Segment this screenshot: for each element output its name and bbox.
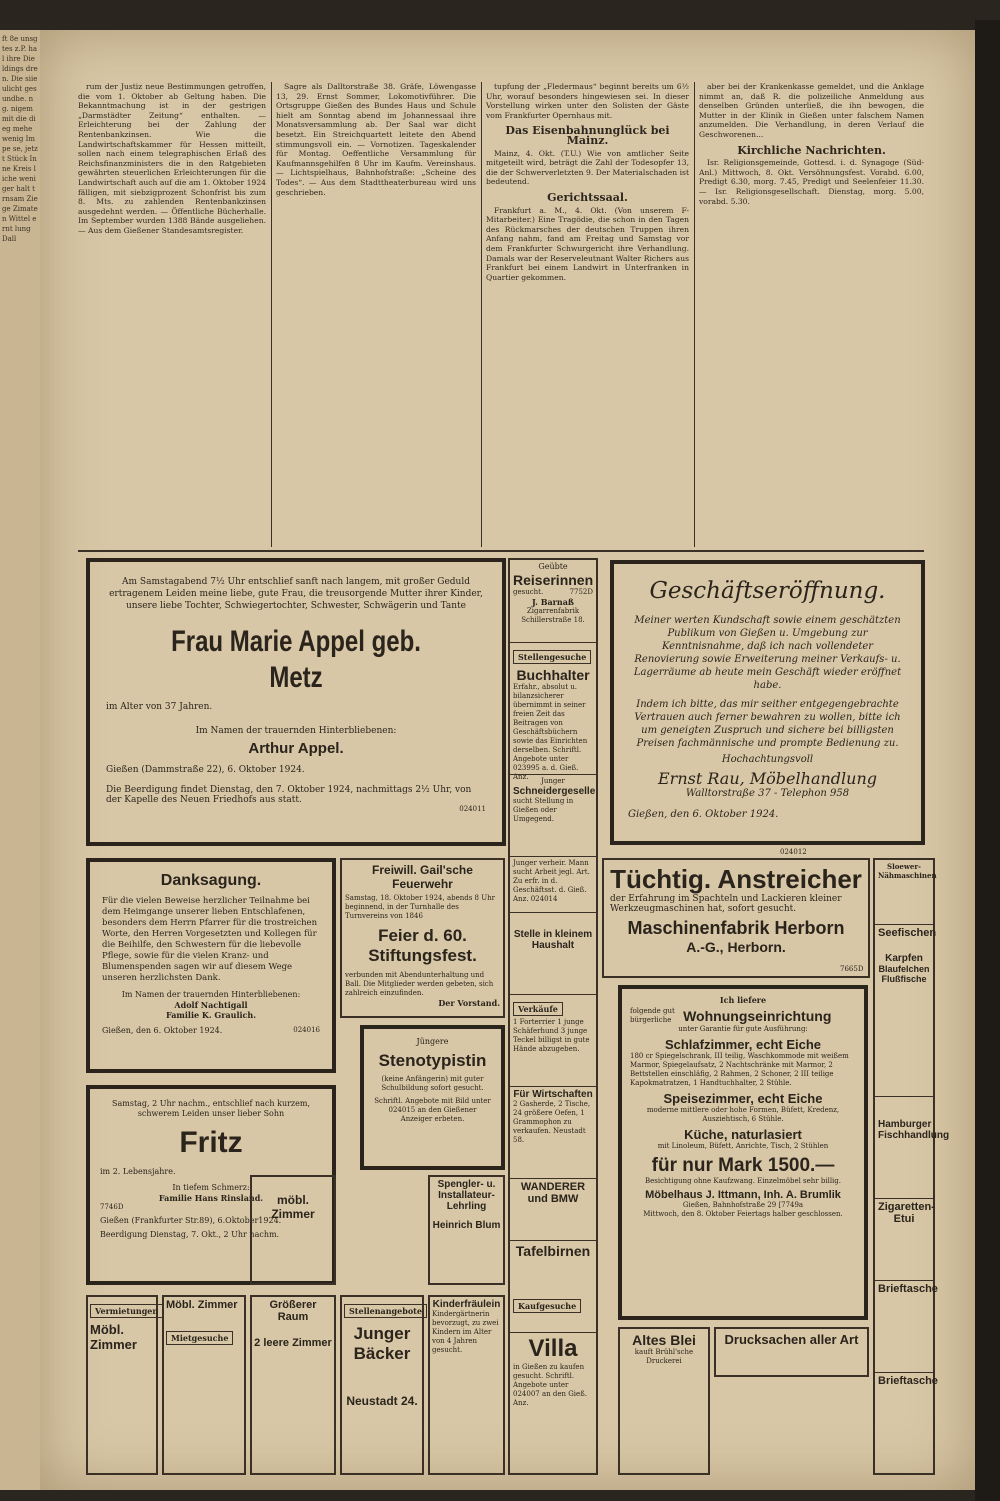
sloewer-title: Sloewer-Nähmaschinen bbox=[878, 862, 937, 880]
article-gerichtssaal: Frankfurt a. M., 4. Okt. (Von unserem F-Mitarbeiter.) Eine Tragödie, die schon in den Tagen des Rückmarsches der deutschen Truppen ihren Anfang nahm, fand am Freitag und Samstag vor dem Frankfurter Schwurgericht ihre Verhandlung. Damals war der Reserveleutnant Walter Richers aus Frankfurt bei einem Landwirt in Unterfranken in Quartier gekommen. bbox=[486, 205, 689, 282]
feuerwehr-event: Feier d. 60. Stiftungsfest. bbox=[368, 926, 477, 965]
column-rule bbox=[271, 82, 272, 547]
danksagung-mourners: Im Namen der trauernden Hinterbliebenen: bbox=[121, 990, 301, 999]
column-4-text: aber bei der Krankenkasse gemeldet, und die Anklage nimmt an, daß R. die polizeiliche Anmeldung aus denselben Gründen unterließ, die ihn bewogen, die Mutter in der Klinik in Gießen unter falschem Namen anzumelden. Die Verhandlung, in deren Verlauf die Geschworenen... bbox=[699, 82, 924, 139]
brieftasche-title: Brieftasche bbox=[878, 1283, 938, 1295]
ad-baecker bbox=[340, 1295, 424, 1475]
wohnung-price-sub: Besichtigung ohne Kaufzwang. Einzelmöbel sehr billig. bbox=[644, 1176, 842, 1185]
ad-stenotypistin bbox=[360, 1025, 505, 1170]
rau-address: Walltorstraße 37 - Telephon 958 bbox=[685, 788, 850, 799]
article-kirchliche-nachrichten: Isr. Religionsgemeinde, Gottesd. i. d. Synagoge (Süd-Anl.) Mittwoch, 8. Okt. Versöhnungsfest. Vorabd. 6.00, Predigt 6.30, morg. 7.45, Predigt und Seelenfeier 11.30. — Isr. Religionsgesellschaft. Dienstag, morg. 5.00, vorabd. 5.30. bbox=[699, 158, 924, 206]
ad-schneider bbox=[510, 774, 596, 854]
seefische-title: Seefischen bbox=[878, 927, 937, 939]
wohnung-speisezimmer-text: moderne mittlere oder hohe Formen, Büfett, Kredenz, Ausziehtisch, 6 Stühle. bbox=[646, 1105, 840, 1123]
obituary-appel-signer: Arthur Appel. bbox=[248, 740, 344, 757]
ad-brieftasche bbox=[875, 1280, 938, 1370]
category-stellenangebote: Stellenangebote bbox=[344, 1304, 427, 1318]
steno-text: (keine Anfängerin) mit guter Schulbildung sofort gesucht. bbox=[381, 1075, 484, 1092]
text-column-3 bbox=[486, 82, 689, 547]
ad-code: 024011 bbox=[459, 805, 486, 813]
steno-text-2: Schriftl. Angebote mit Bild unter 024015 an den Gießener Anzeiger erbeten. bbox=[374, 1097, 491, 1123]
zigaretten-title: Zigaretten-Etui bbox=[878, 1201, 935, 1225]
wirtschaften-text: 2 Gasherde, 2 Tische, 24 größere Oefen, 1 Grammophon zu verkaufen. Neustadt 58. bbox=[513, 1100, 591, 1144]
feuerwehr-text-2: verbunden mit Abendunterhaltung und Ball. Die Mitglieder werden gebeten, sich zahlreich einzufinden. bbox=[345, 971, 494, 997]
ad-spengler bbox=[428, 1175, 505, 1285]
ad-code: 7665D bbox=[840, 965, 864, 973]
wirtschaften-title: Für Wirtschaften bbox=[513, 1089, 593, 1100]
rau-closing: Hochachtungsvoll bbox=[721, 754, 814, 765]
buchhalter-title: Buchhalter bbox=[516, 667, 590, 683]
baecker-title: Junger Bäcker bbox=[353, 1324, 411, 1363]
anstreicher-firm-2: A.-G., Herborn. bbox=[686, 939, 786, 955]
ad-feuerwehr bbox=[340, 858, 505, 1018]
obituary-fritz-place: Gießen (Frankfurter Str.89), 6.Oktober1924. bbox=[100, 1216, 282, 1225]
ad-seefische bbox=[875, 924, 937, 1094]
spengler-firm: Heinrich Blum bbox=[432, 1220, 501, 1231]
blaufelchen-title: Blaufelchen bbox=[878, 964, 930, 974]
feuerwehr-signer: Der Vorstand. bbox=[438, 998, 500, 1008]
text-column-2 bbox=[276, 82, 476, 547]
ad-moebl-zimmer-3-title: möbl. Zimmer bbox=[271, 1193, 315, 1221]
ad-code: 7752D bbox=[569, 588, 593, 596]
altes-blei-title: Altes Blei bbox=[632, 1332, 696, 1348]
ad-wirtschaften bbox=[510, 1086, 596, 1176]
wohnung-note: Mittwoch, den 8. Oktober Feiertags halber geschlossen. bbox=[643, 1209, 843, 1218]
flussfische-title: Flußfische bbox=[881, 974, 927, 984]
rau-signer: Ernst Rau, Möbelhandlung bbox=[658, 769, 877, 788]
hamburger-title: Hamburger Fischhandlung bbox=[878, 1119, 950, 1141]
villa-text: in Gießen zu kaufen gesucht. Schriftl. Angebote unter 024007 an den Gieß. Anz. bbox=[513, 1363, 588, 1407]
article-eisenbahnunglueck: Mainz, 4. Okt. (T.U.) Wie von amtlicher Seite mitgeteilt wird, beträgt die Zahl der Todesopfer 13, die der Schwerverletzten 9. Der Materialschaden ist bedeutend. bbox=[486, 148, 689, 187]
classified-column bbox=[508, 558, 598, 1475]
tafelbirnen-title: Tafelbirnen bbox=[515, 1243, 591, 1259]
ad-code: 7746D bbox=[100, 1203, 124, 1211]
obituary-appel-mourners: Im Namen der trauernden Hinterbliebenen: bbox=[195, 726, 397, 736]
kinderfraeulein-text: Kindergärtnerin bevorzugt, zu zwei Kindern im Alter von 4 Jahren gesucht. bbox=[432, 1310, 499, 1354]
obituary-fritz-burial: Beerdigung Dienstag, 7. Okt., 2 Uhr nachm. bbox=[100, 1230, 280, 1239]
brieftasche-2-title: Brieftasche bbox=[878, 1375, 938, 1387]
category-kaufgesuche: Kaufgesuche bbox=[513, 1299, 581, 1313]
ad-anstreicher bbox=[602, 858, 870, 978]
headline-gerichtssaal: Gerichtssaal. bbox=[547, 190, 628, 204]
column-2-text: Sagre als Dalltorstraße 38. Gräfe, Löwengasse 13, 29. Ernst Sommer, Lokomotivführer. Die Ortsgruppe Gießen des Bundes Haus und Schule hielt am Sonntag abend im Johannessaal ihre Monatsversammlung ab. Der Saal war dicht besetzt. Ein Streichquartett leitete den Abend stimmungsvoll ein. — Vornotizen. Tageskalender für Montag. Oeffentliche Versammlung für Kaufmannsgehilfen 8 Uhr im Kaufm. Vereinshaus. — Lichtspielhaus, Bahnhofstraße: „Scheine des Todes“. — Aus dem Stadttheaterbureau wird uns geschrieben. bbox=[276, 82, 476, 197]
reiserinnen-sub: gesucht. bbox=[513, 588, 544, 596]
ad-brieftasche-2 bbox=[875, 1372, 938, 1473]
rau-title: Geschäftseröffnung. bbox=[649, 578, 886, 604]
steno-title: Stenotypistin bbox=[378, 1051, 487, 1070]
anstreicher-text: der Erfahrung im Spachteln und Lackieren kleiner Werkzeugmaschinen hat, sofort gesucht. bbox=[610, 894, 842, 914]
anstreicher-title: Tüchtig. Anstreicher bbox=[610, 864, 862, 894]
karpfen-title: Karpfen bbox=[885, 953, 923, 964]
danksagung-place: Gießen, den 6. Oktober 1924. bbox=[102, 1026, 223, 1035]
column-1-text: rum der Justiz neue Bestimmungen getroffen, die vom 1. Oktober ab Geltung haben. Die Bekanntmachung ist in der gestrigen „Darmstädter Zeitung“ enthalten. — Erleichterung bei der Zahlung der Rentenbankzinsen. Wie die Landwirtschaftskammer für Hessen mitteilt, sollen nach einem telegraphischen Erlaß des Reichsfinanzministers die in den Ratgebieten gewährten steuerlichen Erleichterungen für die Landwirtschaft auch auf die am 1. Oktober 1924 fälligen, mit siebzigprozent Schonfrist bis zum 8. Mts. zu zahlenden Rentenbankzinsen ausgedehnt werden. — Öffentliche Bücherhalle. Im September wurden 1388 Bände ausgeliehen. — Aus dem Gießener Standesamtsregister. bbox=[78, 82, 266, 235]
obituary-fritz-signer: Familie Hans Rinsland. bbox=[158, 1193, 264, 1203]
ad-ittmann-wohnung bbox=[618, 985, 868, 1320]
reiserinnen-title: Reiserinnen bbox=[513, 572, 594, 588]
villa-title: Villa bbox=[528, 1335, 578, 1362]
text-column-4 bbox=[699, 82, 924, 547]
ad-vermietungen bbox=[86, 1295, 158, 1475]
adjacent-page-text: ft 8e unsgtes z.P. hal ihre Die ldings dren. Die siie ulicht gesundhe. ng. nigem mit die dieg mehe wenig Impe se, jetzt Stück Inne Kreis liche weniger halt trnsam Ziege Zimaten Wittel ernt lung Dall bbox=[2, 35, 38, 243]
ad-sloewer bbox=[875, 860, 937, 922]
category-verkaeufe: Verkäufe bbox=[513, 1002, 563, 1016]
column-rule bbox=[694, 82, 695, 547]
obituary-fritz-name: Fritz bbox=[179, 1126, 243, 1159]
wohnung-schlafzimmer-text: 180 cr Spiegelschrank, III teilig, Waschkommode mit weißem Marmor, Spiegelaufsatz, 2 Nachtschränke mit Marmor, 2 Bettstellen einschläfig, 2 Rahmen, 2 Schoner, 2 III teilige Kapokmatratzen, 1 Handtuchhalter, 2 Stühle. bbox=[630, 1051, 849, 1087]
ad-code: 024012 bbox=[780, 848, 807, 856]
ad-rau-moebelhandlung bbox=[610, 560, 925, 845]
ad-reiserinnen bbox=[510, 560, 596, 640]
wohnung-address: Gießen, Bahnhofstraße 29 bbox=[682, 1200, 777, 1209]
obituary-appel-age: im Alter von 37 Jahren. bbox=[106, 702, 213, 712]
ad-moebl-zimmer-3 bbox=[250, 1175, 336, 1285]
bmw-title: und BMW bbox=[527, 1193, 579, 1205]
category-stellengesuche: Stellengesuche bbox=[513, 650, 591, 664]
headline-eisenbahnunglueck: Das Eisenbahnunglück bei Mainz. bbox=[505, 124, 670, 147]
wohnung-kueche: Küche, naturlasiert bbox=[684, 1126, 802, 1142]
ad-groesserer-raum bbox=[250, 1295, 336, 1475]
schneider-title: Schneidergeselle bbox=[513, 786, 596, 797]
page-edge-shadow bbox=[975, 20, 1000, 1501]
column-3-text: tupfung der „Fledermaus“ beginnt bereits um 6½ Uhr, worauf besonders hingewiesen sei. In dieser Vorstellung wirken unter den Solisten der Gäste vom Frankfurter Opernhaus mit. bbox=[486, 82, 689, 120]
altes-blei-text: kauft Brühl'sche Druckerei bbox=[634, 1348, 694, 1365]
wohnung-sub: unter Garantie für gute Ausführung: bbox=[678, 1024, 808, 1033]
ad-tafelbirnen bbox=[510, 1240, 596, 1330]
wohnung-schlafzimmer: Schlafzimmer, echt Eiche bbox=[664, 1036, 822, 1052]
ad-drucksachen bbox=[714, 1327, 869, 1377]
ad-moebl-zimmer: Möbl. Zimmer bbox=[90, 1322, 137, 1352]
spengler-title: Spengler- u. Installateur-Lehrling bbox=[437, 1179, 496, 1212]
ad-danksagung bbox=[86, 858, 336, 1073]
danksagung-signer-2: Familie K. Graulich. bbox=[165, 1010, 256, 1020]
headline-kirchliche-nachrichten: Kirchliche Nachrichten. bbox=[737, 143, 886, 157]
buchhalter-text: Erfahr., absolut u. bilanzsicherer übernimmt in seiner freien Zeit das Beitragen von Geschäftsbüchern sowie das Einrichten derselben. Schriftl. Angebote unter 023995 a. d. Gieß. Anz. bbox=[513, 683, 588, 781]
reiserinnen-head: Geübte bbox=[538, 562, 568, 571]
junger-mann-text: Junger verheir. Mann sucht Arbeit jegl. Art. Zu erfr. in d. Geschäftsst. d. Gieß. Anz. 024014 bbox=[513, 859, 590, 903]
baecker-address: Neustadt 24. bbox=[346, 1394, 418, 1408]
ad-wanderer bbox=[510, 1178, 596, 1238]
adjacent-page-strip bbox=[0, 30, 40, 1490]
wohnung-title: Wohnungseinrichtung bbox=[683, 1007, 832, 1024]
ad-hamburger-fisch bbox=[875, 1096, 950, 1196]
anstreicher-firm: Maschinenfabrik Herborn bbox=[627, 918, 845, 938]
section-divider bbox=[78, 550, 924, 552]
schneider-head: Junger bbox=[541, 777, 565, 785]
obituary-appel-name: Frau Marie Appel geb. Metz bbox=[171, 625, 421, 694]
obituary-fritz-age: im 2. Lebensjahre. bbox=[100, 1167, 176, 1176]
newspaper-page bbox=[40, 30, 975, 1490]
ad-code: 024016 bbox=[293, 1026, 320, 1034]
ad-verkaeufe bbox=[510, 994, 596, 1084]
ad-junger-mann bbox=[510, 856, 596, 910]
wohnung-price: für nur Mark 1500.— bbox=[651, 1154, 835, 1176]
danksagung-body: Für die vielen Beweise herzlicher Teilnahme bei dem Heimgange unserer lieben Entschlafenen, besonders dem Herrn Pfarrer für die trostreichen Worte, den Herren Vorgesetzten und Kollegen für die Beihilfe, den Schwestern für die liebevolle Pflege, sowie für die vielen Kranz- und Blumenspenden sagen wir auf diesem Wege unseren herzlichsten Dank. bbox=[102, 896, 318, 983]
rau-body-2: Indem ich bitte, das mir seither entgegengebrachte Vertrauen auch ferner bewahren zu wollen, bitte ich um geneigten Zuspruch und sichere bei billigsten Preisen fachmännische und prompte Bedienung zu. bbox=[634, 699, 901, 749]
danksagung-signer: Adolf Nachtigall bbox=[174, 1000, 248, 1010]
reiserinnen-firm: J. Barnaß bbox=[532, 597, 574, 607]
obituary-appel-intro: Am Samstagabend 7½ Uhr entschlief sanft nach langem, mit großer Geduld ertragenem Leiden meine liebe, gute Frau, die treusorgende Mutter ihrer Kinder, unsere liebe Tochter, Schwiegertochter, Schwester, Schwägerin und Tante bbox=[109, 577, 483, 611]
obituary-appel-burial: Die Beerdigung findet Dienstag, den 7. Oktober 1924, nachmittags 2½ Uhr, von der Kapelle des Neuen Friedhofs aus statt. bbox=[106, 785, 472, 805]
ad-leere-zimmer: 2 leere Zimmer bbox=[254, 1337, 332, 1349]
ad-villa bbox=[510, 1332, 596, 1473]
danksagung-title: Danksagung. bbox=[160, 872, 262, 889]
text-column-1 bbox=[78, 82, 266, 547]
rau-body: Meiner werten Kundschaft sowie einem geschätzten Publikum von Gießen u. Umgebung zur Kenntnisnahme, daß ich nach vollendeter Renovierung sowie Erweiterung meiner Verkaufs- u. Lagerräume ab heute mein Geschäft wieder eröffnet habe. bbox=[633, 615, 902, 691]
wohnung-speisezimmer: Speisezimmer, echt Eiche bbox=[663, 1090, 823, 1106]
right-classified-column bbox=[873, 858, 950, 1475]
ad-moebl-zimmer-2: Möbl. Zimmer bbox=[166, 1299, 238, 1311]
ad-haushalt bbox=[510, 912, 596, 992]
verkaeufe-text: 1 Forterrier 1 junge Schäferhund 3 junge Teckel billigst in gute Hände abzugeben. bbox=[513, 1018, 590, 1053]
feuerwehr-title: Freiwill. Gail'sche Feuerwehr bbox=[372, 863, 473, 891]
obituary-fritz-grief: In tiefem Schmerz: bbox=[172, 1183, 250, 1192]
ad-kinderfraeulein bbox=[428, 1295, 505, 1475]
drucksachen-title: Drucksachen aller Art bbox=[724, 1332, 859, 1347]
ad-groesserer-raum-title: Größerer Raum bbox=[269, 1299, 317, 1323]
ad-code: [7749a bbox=[778, 1200, 804, 1209]
ad-zigaretten-etui bbox=[875, 1198, 933, 1278]
category-vermietungen: Vermietungen bbox=[90, 1304, 163, 1318]
rau-place: Gießen, den 6. Oktober 1924. bbox=[628, 809, 779, 820]
reiserinnen-firm-2: Zigarrenfabrik Schillerstraße 18. bbox=[521, 607, 585, 624]
wohnung-firm: Möbelhaus J. Ittmann, Inh. A. Brumlik bbox=[645, 1188, 841, 1201]
haushalt-title: Stelle in kleinem Haushalt bbox=[513, 929, 593, 951]
feuerwehr-text: Samstag, 18. Oktober 1924, abends 8 Uhr beginnend, in der Turnhalle des Turnvereins von 1846 bbox=[345, 894, 495, 920]
wohnung-pre: folgende gut bürgerliche bbox=[630, 1006, 675, 1024]
category-mietgesuche: Mietgesuche bbox=[166, 1331, 233, 1345]
steno-head: Jüngere bbox=[416, 1037, 449, 1046]
wohnung-head: Ich liefere bbox=[719, 995, 767, 1005]
column-rule bbox=[481, 82, 482, 547]
obituary-fritz-intro: Samstag, 2 Uhr nachm., entschlief nach kurzem, schwerem Leiden unser lieber Sohn bbox=[112, 1099, 310, 1118]
ad-altes-blei bbox=[618, 1327, 710, 1475]
obituary-appel-place: Gießen (Dammstraße 22), 6. Oktober 1924. bbox=[106, 765, 305, 775]
ad-mietgesuche bbox=[162, 1295, 246, 1475]
obituary-appel bbox=[86, 558, 506, 846]
schneider-text: sucht Stellung in Gießen oder Umgegend. bbox=[513, 797, 574, 823]
wohnung-kueche-text: mit Linoleum, Büfett, Anrichte, Tisch, 2 Stühlen bbox=[657, 1141, 829, 1150]
kinderfraeulein-title: Kinderfräulein bbox=[432, 1299, 501, 1310]
wanderer-title: WANDERER bbox=[520, 1181, 586, 1193]
